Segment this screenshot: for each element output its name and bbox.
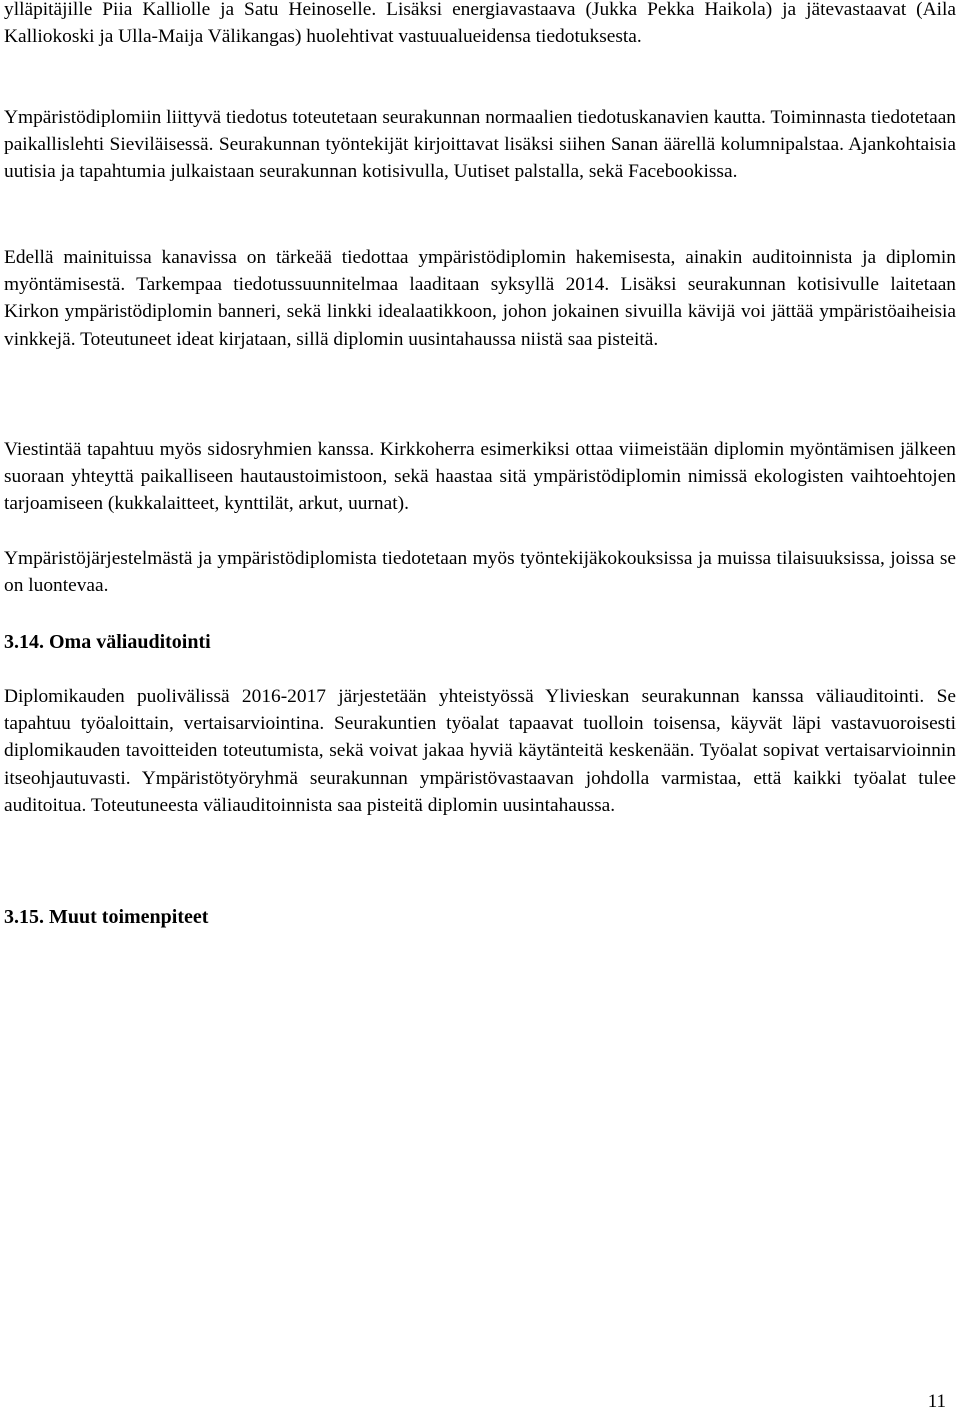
section-heading-own-interim-audit: 3.14. Oma väliauditointi (4, 631, 211, 653)
section-heading-other-measures: 3.15. Muut toimenpiteet (4, 906, 209, 928)
paragraph-diploma-announcements: Edellä mainituissa kanavissa on tärkeää tiedottaa ympäristödiplomin hakemisesta, ainakin auditoinnista ja diplomin myöntämisestä. Tarkempaa tiedotussuunnitelmaa laaditaan syksyllä 2014. Lisäksi seurakunnan kotisivulle laitetaan Kirkon ympäristödiplomin banneri, sekä linkki idealaatikkoon, johon jokainen sivuilla kävijä voi jättää ympäristöaiheisia vinkkejä. Toteutuneet ideat kirjataan, sillä diplomin uusintahaussa niistä saa pisteitä. (4, 247, 956, 350)
paragraph-communication-channels: Ympäristödiplomiin liittyvä tiedotus toteutetaan seurakunnan normaalien tiedotuskanavien kautta. Toiminnasta tiedotetaan paikallislehti Sieviläisessä. Seurakunnan työntekijät kirjoittavat lisäksi siihen Sanan äärellä kolumnipalstaa. Ajankohtaisia uutisia ja tapahtumia julkaistaan seurakunnan kotisivulla, Uutiset palstalla, sekä Facebookissa. (4, 107, 956, 183)
paragraph-communication-responsibilities: ylläpitäjille Piia Kalliolle ja Satu Heinoselle. Lisäksi energiavastaava (Jukka Pekka Haikola) ja jätevastaavat (Aila Kalliokoski ja Ulla-Maija Välikangas) huolehtivat vastuualueidensa tiedotuksesta. (4, 0, 956, 48)
paragraph-stakeholder-communication: Viestintää tapahtuu myös sidosryhmien kanssa. Kirkkoherra esimerkiksi ottaa viimeistään diplomin myöntämisen jälkeen suoraan yhteyttä paikalliseen hautaustoimistoon, sekä haastaa sitä ympäristödiplomin nimissä ekologisten vaihtoehtojen tarjoamiseen (kukkalaitteet, kynttilät, arkut, uurnat). (4, 439, 956, 515)
paragraph-staff-meetings: Ympäristöjärjestelmästä ja ympäristödiplomista tiedotetaan myös työntekijäkokouksissa ja muissa tilaisuuksissa, joissa se on luontevaa. (4, 548, 956, 597)
page-number: 11 (927, 1391, 946, 1412)
paragraph-interim-audit: Diplomikauden puolivälissä 2016-2017 järjestetään yhteistyössä Ylivieskan seurakunnan kanssa väliauditointi. Se tapahtuu työaloittain, vertaisarviointina. Seurakuntien työalat tapaavat tuolloin toisensa, käyvät läpi vastavuoroisesti diplomikauden tavoitteiden toteutumista, sekä voivat jakaa hyviä käytänteitä keskenään. Työalat sopivat vertaisarvioinnin itseohjautuvasti. Ympäristötyöryhmä seurakunnan ympäristövastaavan johdolla varmistaa, että kaikki työalat tulee auditoitua. Toteutuneesta väliauditoinnista saa pisteitä diplomin uusintahaussa. (4, 686, 956, 816)
